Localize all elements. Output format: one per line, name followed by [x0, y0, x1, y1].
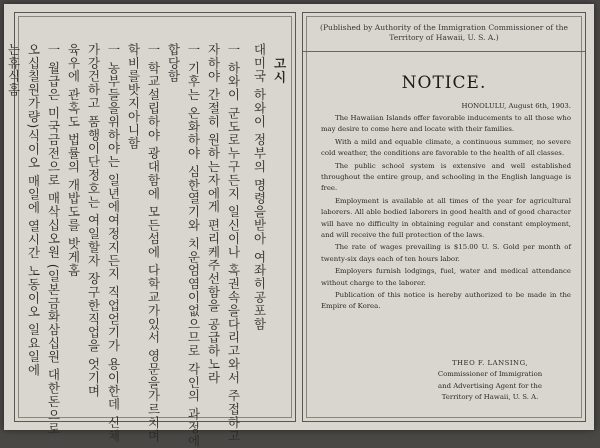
korean-column: 一 기후는 온화하야 심한열기와 치운엄염이없으므로 각인의 과정에 — [186, 43, 201, 448]
notice-date: HONOLULU, August 6th, 1903. — [461, 102, 571, 110]
notice-body — [321, 101, 571, 314]
signatory-name: THEO F. LANSING, — [451, 359, 529, 367]
korean-column: 학비를밧지아니함 — [126, 43, 141, 151]
korean-column: 一 농부들을위하야는 일년에여정지든지 직업얻기가 용이한데 신체 — [106, 43, 121, 443]
notice-title: NOTICE. — [401, 73, 487, 93]
korean-column: 합당함 — [166, 43, 181, 84]
korean-column: 一 하와이 군도로누구든지 일신이나 혹권속을다리고와서 주접하고 — [226, 43, 241, 443]
korean-notice-page — [6, 12, 296, 448]
signatory-title-line: Commissioner of Immigration — [437, 370, 543, 379]
korean-column: 는휴식홈 — [6, 43, 21, 97]
korean-column: 一 월급은 미국금전으로 매삭십오원 (일본금화삼십원 대한돈으로 — [46, 43, 61, 436]
notice-paragraph: The public school system is extensive and well established throughout the entire group, and schooling in the English language is free. — [321, 162, 571, 193]
korean-column: 一 학교설립하야 광대함에 모든섬에 다학교가있서 영문을가르치며 — [146, 43, 161, 443]
signatory-title-line: Territory of Hawaii, U. S. A. — [441, 392, 539, 401]
publication-header: (Published by Authority of the Immigration Commissioner of the Territory of Hawaii, U. S. A.) — [319, 23, 569, 42]
notice-paragraph: Employers furnish lodgings, fuel, water and medical attendance without charge to the laborer. — [321, 267, 571, 287]
notice-paragraph: Publication of this notice is hereby authorized to be made in the Empire of Korea. — [321, 291, 571, 311]
korean-title: 고시 — [272, 57, 287, 84]
notice-paragraph: The Hawaiian Islands offer favorable inducements to all those who may desire to come here and locate with their families. — [321, 114, 571, 134]
notice-paragraph: With a mild and equable climate, a continuous summer, no severe cold weather, the conditions are favorable to the health of all classes. — [321, 138, 571, 158]
header-divider — [303, 51, 585, 52]
korean-column: 가강건하고 품행이단정호는 여일할자 장구한직업을 엇기며 — [86, 43, 101, 398]
document-scan — [4, 4, 594, 448]
signatory-title-line: and Advertising Agent for the — [438, 381, 542, 390]
korean-column: 오십칠원가량)식이오 매일에 열시간 노동이오 일요일에 — [26, 43, 41, 377]
signature-block — [415, 358, 565, 403]
english-notice-page — [302, 12, 586, 422]
korean-text-columns — [6, 43, 289, 448]
korean-column: 육우에 관혹도 법률의 개밥도를 밧게홈 — [66, 43, 81, 278]
notice-paragraph: Employment is available at all times of the year for agricultural laborers. All able bodied laborers in good health and of good character will have no difficulty in obtaining regular and constant employment, and will receive the full protection of the laws. — [321, 197, 571, 239]
korean-column: 자하야 간절히 원하는자에게 편리케주선함을 공급하노라 — [206, 43, 221, 385]
korean-column: 대미국 하와이 정부의 명령을받아 여좌히공포함 — [252, 43, 267, 331]
notice-paragraph: The rate of wages prevailing is $15.00 U. S. Gold per month of twenty-six days each of ten hours labor. — [321, 243, 571, 263]
